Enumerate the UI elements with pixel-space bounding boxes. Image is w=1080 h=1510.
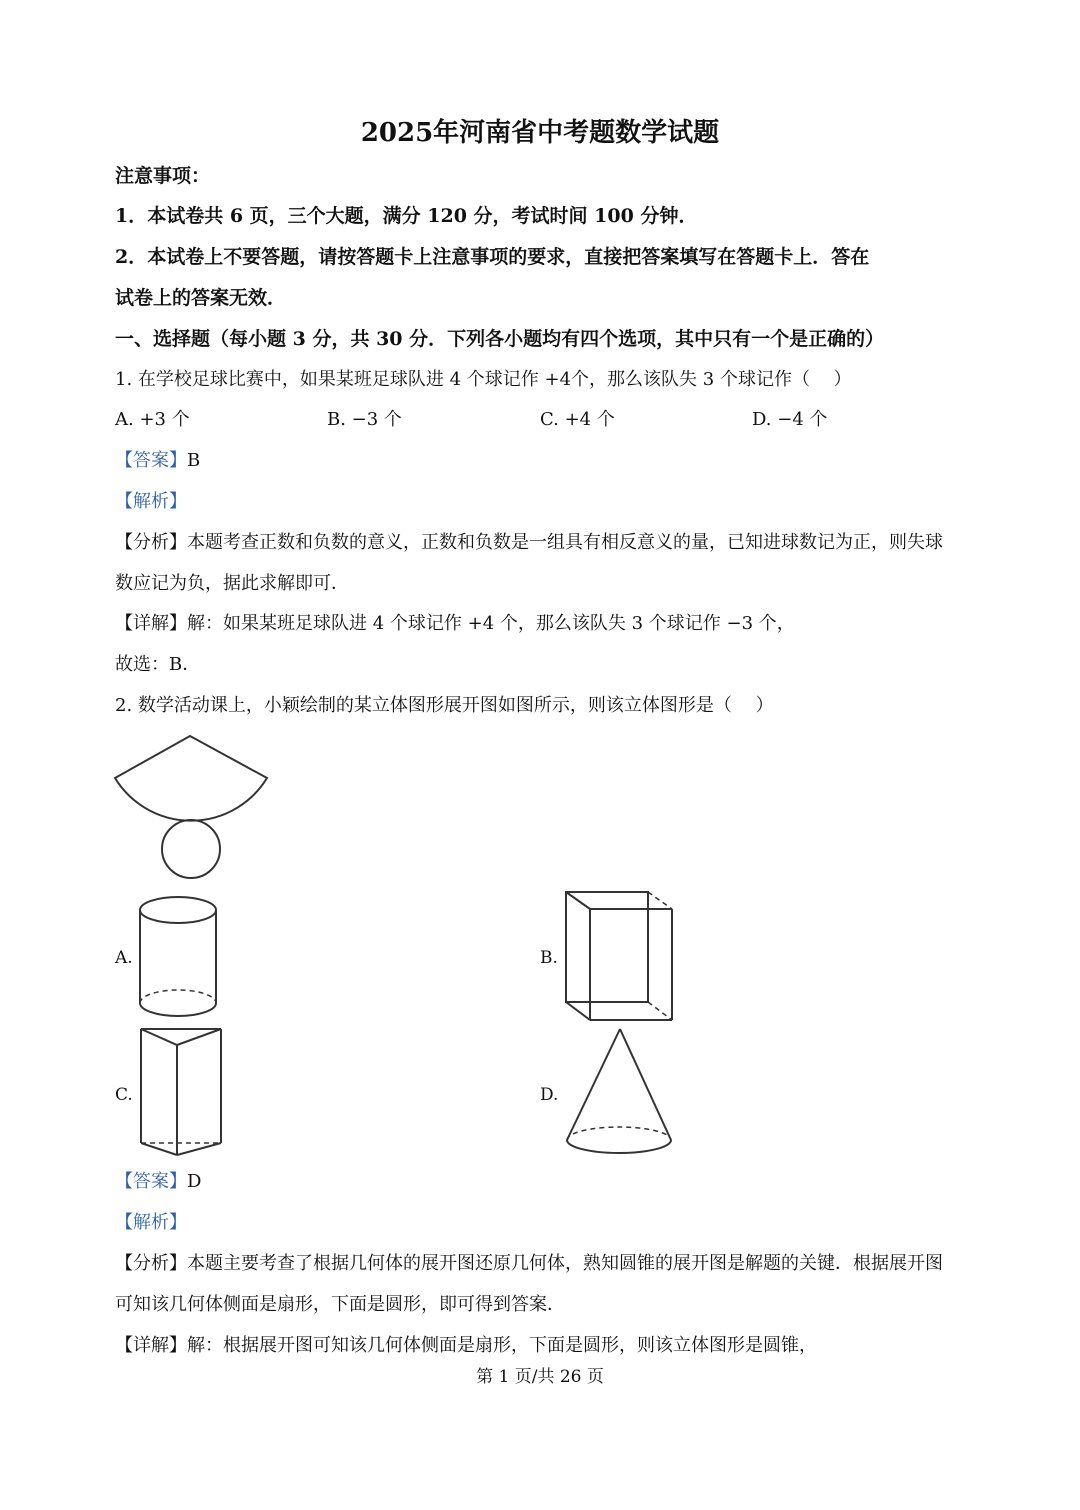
cone-figure	[560, 1025, 680, 1160]
q1-answer-tag: 【答案】	[115, 450, 187, 471]
q2-fenxi-line-2: 可知该几何体侧面是扇形，下面是圆形，即可得到答案．	[115, 1294, 565, 1315]
q2-answer	[115, 1170, 201, 1194]
q2-xiangjie	[115, 1334, 817, 1358]
q2-option-a-label: A.	[115, 948, 133, 968]
notice-item-1: 1．本试卷共 6 页，三个大题，满分 120 分，考试时间 100 分钟．	[115, 205, 698, 227]
q1-xiangjie	[115, 612, 795, 636]
q1-option-b: B. −3 个	[327, 409, 402, 430]
q2-fenxi-text-1: 本题主要考查了根据几何体的展开图还原几何体，熟知圆锥的展开图是解题的关键．根据展开图	[187, 1253, 943, 1274]
q1-option-a: A. +3 个	[115, 409, 190, 430]
q2-analysis-tag: 【解析】	[115, 1212, 187, 1233]
triangular-prism-figure	[135, 1025, 230, 1160]
q1-stem: 1. 在学校足球比赛中，如果某班足球队进 4 个球记作 +4个，那么该队失 3 个球记作（ ）	[115, 369, 852, 390]
q1-option-c: C. +4 个	[540, 409, 615, 430]
q1-analysis-tag: 【解析】	[115, 491, 187, 512]
q2-answer-value: D	[187, 1171, 202, 1192]
q2-xiangjie-tag: 【详解】	[115, 1335, 187, 1356]
cone-net-figure	[110, 730, 280, 890]
q2-fenxi-line-1	[115, 1252, 943, 1276]
q1-answer-value: B	[187, 450, 201, 471]
cuboid-figure	[560, 887, 680, 1027]
notice-item-2-line-2: 试卷上的答案无效．	[115, 287, 287, 309]
q1-option-d: D. −4 个	[752, 409, 828, 430]
q1-fenxi-line-1	[115, 531, 943, 555]
q1-answer	[115, 449, 200, 473]
notice-item-2-line-1: 2．本试卷上不要答题，请按答题卡上注意事项的要求，直接把答案填写在答题卡上．答在	[115, 246, 870, 268]
q2-answer-tag: 【答案】	[115, 1171, 187, 1192]
notice-heading: 注意事项：	[115, 165, 211, 187]
page-title: 2025年河南省中考题数学试题	[360, 118, 720, 148]
q2-option-d-label: D.	[540, 1085, 559, 1105]
sector-shape	[115, 736, 267, 821]
q2-fenxi-tag: 【分析】	[115, 1253, 187, 1274]
page-footer: 第 1 页/共 26 页	[476, 1367, 604, 1387]
base-circle-shape	[162, 820, 220, 878]
q1-fenxi-line-2: 数应记为负，据此求解即可．	[115, 573, 349, 594]
section-1-heading: 一、选择题（每小题 3 分，共 30 分．下列各小题均有四个选项，其中只有一个是正确的）	[115, 328, 885, 350]
q1-fenxi-tag: 【分析】	[115, 532, 187, 553]
q2-option-c-label: C.	[115, 1085, 133, 1105]
q1-xiangjie-tag: 【详解】	[115, 613, 187, 634]
cylinder-figure	[135, 893, 225, 1023]
q1-fenxi-text-1: 本题考查正数和负数的意义，正数和负数是一组具有相反意义的量，已知进球数记为正，则失球	[187, 532, 943, 553]
q1-xiangjie-text: 解：如果某班足球队进 4 个球记作 +4 个，那么该队失 3 个球记作 −3 个，	[187, 613, 795, 634]
q2-option-b-label: B.	[540, 948, 558, 968]
q1-conclusion: 故选：B．	[115, 654, 201, 675]
q2-xiangjie-text: 解：根据展开图可知该几何体侧面是扇形，下面是圆形，则该立体图形是圆锥，	[187, 1335, 817, 1356]
q2-stem: 2. 数学活动课上，小颖绘制的某立体图形展开图如图所示，则该立体图形是（ ）	[115, 695, 774, 716]
